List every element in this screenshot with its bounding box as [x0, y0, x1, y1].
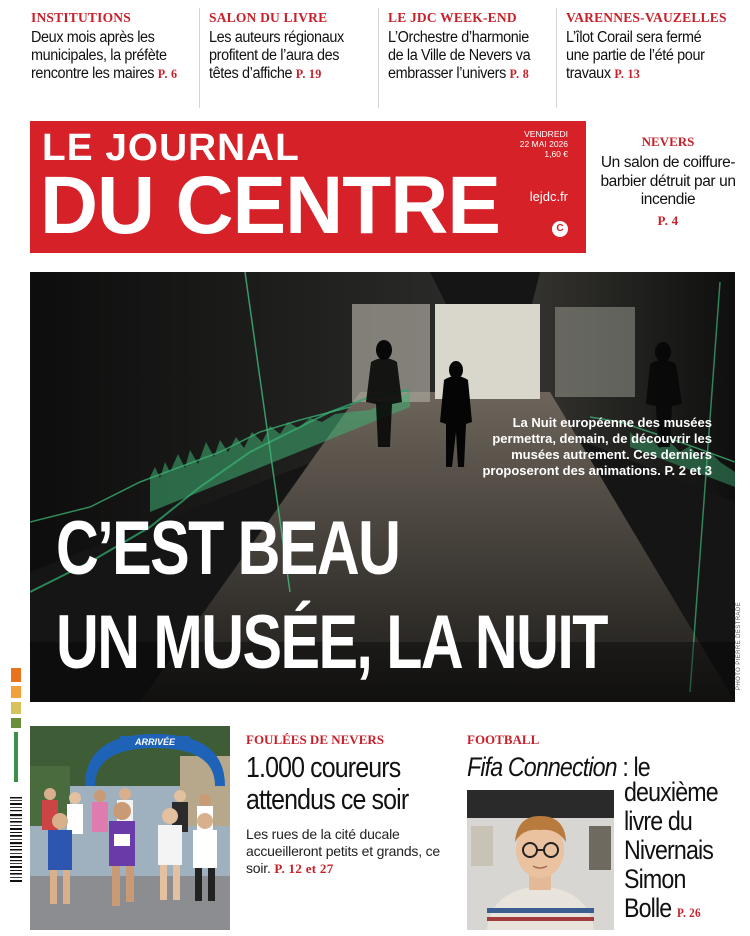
story-headline-rest — [624, 778, 723, 927]
teaser-kicker: INSTITUTIONS — [31, 10, 131, 25]
story-lede: Les rues de la cité ducale accueilleront petits et grands, ce soir. P. 12 et 27 — [246, 826, 440, 876]
teaser-kicker: SALON DU LIVRE — [209, 10, 328, 25]
teaser-text: Deux mois après les municipales, la préfète rencontre les maires P. 6 — [31, 29, 178, 82]
barcode-icon — [9, 795, 23, 885]
story-headline: 1.000 coureurs attendus ce soir — [246, 752, 409, 816]
portrait-photo[interactable] — [467, 790, 614, 930]
hero-headline-line1: C’EST BEAU — [56, 506, 400, 591]
issue-date: 22 MAI 2026 — [519, 139, 568, 149]
headline-text: deuxième livre du Nivernais Simon Bolle — [624, 777, 718, 923]
teaser-institutions[interactable] — [31, 10, 201, 83]
book-title: Fifa Connection — [467, 752, 617, 782]
teaser-jdc-week-end[interactable] — [388, 10, 558, 83]
page-ref: P. 4 — [657, 212, 679, 228]
story-kicker: FOULÉES DE NEVERS — [246, 732, 384, 747]
teaser-varennes-vauzelles[interactable] — [566, 10, 736, 83]
hero-story[interactable] — [30, 272, 735, 702]
masthead-title-line2: DU CENTRE — [40, 160, 500, 251]
teaser-kicker: NEVERS — [641, 134, 695, 149]
headline-fragment: : le — [616, 752, 650, 782]
teaser-kicker: VARENNES-VAUZELLES — [566, 10, 727, 25]
side-stamps — [10, 666, 22, 786]
hero-caption — [482, 415, 712, 479]
teaser-text: Un salon de coiffure-barbier détruit par un incendie — [600, 154, 736, 208]
hero-caption-text: La Nuit européenne des musées permettra, demain, de découvrir les musées autrement. Ces derniers proposeront des animations. — [482, 415, 712, 478]
page-ref: P. 12 et 27 — [274, 861, 334, 876]
page-ref: P. 8 — [509, 66, 530, 81]
brand-logo-icon: C — [552, 221, 568, 237]
teaser-text: Les auteurs régionaux profitent de l’aura des têtes d’affiche P. 19 — [209, 29, 344, 82]
portrait-photo-image — [467, 790, 614, 930]
page-ref: P. 26 — [676, 905, 701, 920]
divider — [556, 8, 557, 108]
story-kicker: FOOTBALL — [467, 732, 540, 747]
issue-day: VENDREDI — [524, 129, 568, 139]
page-ref: P. 19 — [295, 66, 322, 81]
website-link[interactable]: lejdc.fr — [529, 189, 568, 204]
hero-headline-line2: UN MUSÉE, LA NUIT — [56, 600, 607, 685]
story-football[interactable] — [467, 732, 739, 782]
issue-info — [520, 129, 568, 159]
masthead[interactable] — [30, 121, 586, 253]
race-photo[interactable] — [30, 726, 230, 930]
teaser-salon-du-livre[interactable] — [209, 10, 379, 83]
teaser-kicker: LE JDC WEEK-END — [388, 10, 517, 25]
page-ref: P. 13 — [614, 66, 641, 81]
teaser-text: L’îlot Corail sera fermé une partie de l’été pour travaux P. 13 — [566, 29, 705, 82]
story-foulees-de-nevers[interactable] — [246, 732, 456, 877]
divider — [199, 8, 200, 108]
masthead-title-line1: LE JOURNAL — [42, 127, 300, 169]
issue-price: 1,60 € — [544, 149, 568, 159]
finish-arch-sign: ARRIVÉE — [134, 737, 176, 747]
race-photo-image — [30, 726, 230, 930]
page-ref: P. 6 — [157, 66, 178, 81]
hero-headline — [56, 502, 607, 690]
teaser-nevers[interactable] — [596, 134, 740, 229]
divider — [378, 8, 379, 108]
teaser-text: L’Orchestre d’harmonie de la Ville de Nevers va embrasser l’univers P. 8 — [388, 29, 531, 82]
page-ref: P. 2 et 3 — [664, 463, 712, 478]
photo-credit: PHOTO PIERRE DESTRADE — [736, 602, 742, 690]
